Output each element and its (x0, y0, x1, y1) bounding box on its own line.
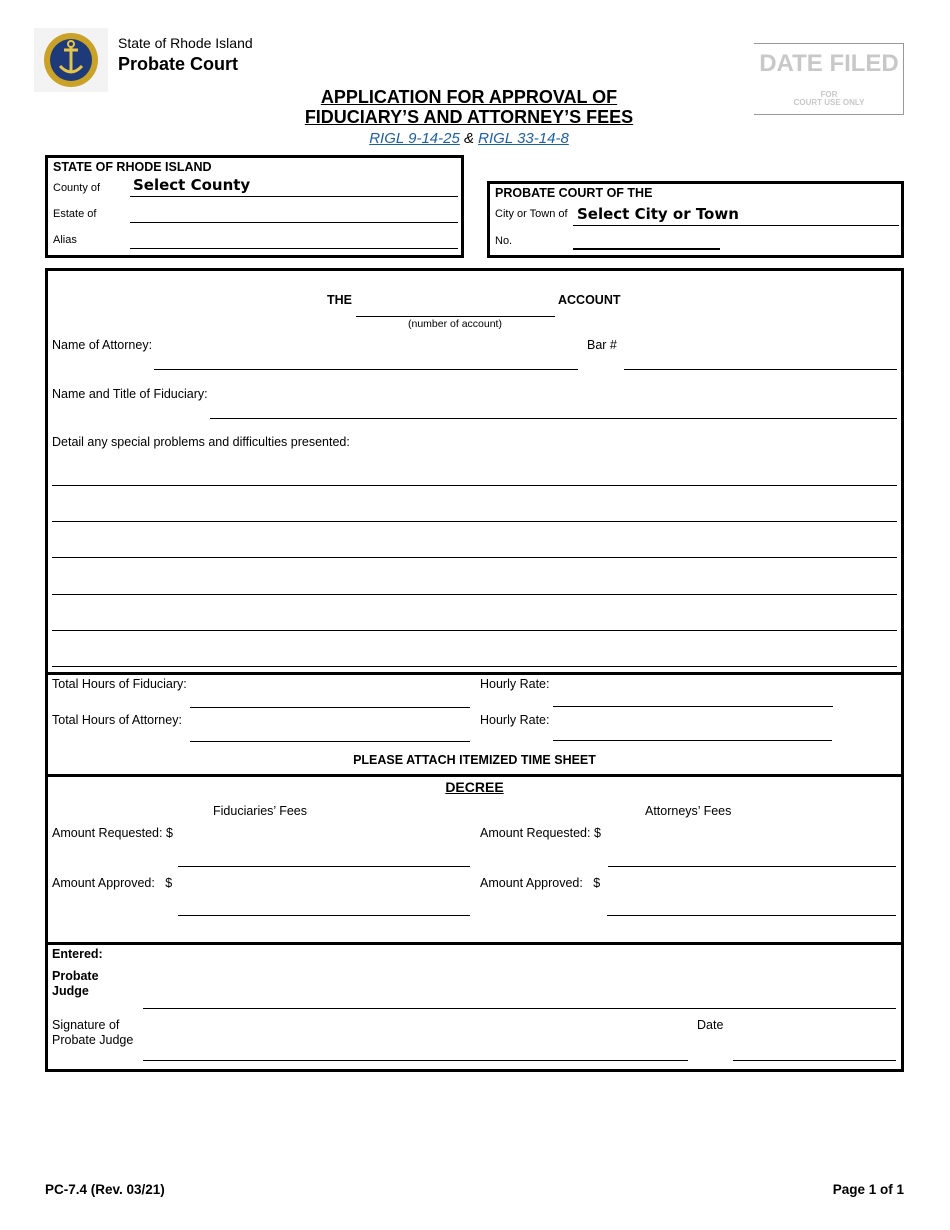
the-label: THE (327, 293, 352, 307)
decree-title: DECREE (445, 779, 504, 795)
state-heading: STATE OF RHODE ISLAND (53, 160, 212, 174)
attach-time-sheet-note: PLEASE ATTACH ITEMIZED TIME SHEET (353, 753, 596, 767)
form-title-line1: APPLICATION FOR APPROVAL OF (320, 87, 618, 107)
attorney-rate-field[interactable] (553, 740, 832, 741)
fid-amount-requested-field[interactable] (178, 866, 470, 867)
att-amount-requested-field[interactable] (608, 866, 896, 867)
date-filed-label: DATE FILED (759, 50, 899, 77)
state-name: State of Rhode Island (118, 35, 253, 51)
section-divider-decree (45, 774, 904, 777)
form-id: PC-7.4 (Rev. 03/21) (45, 1182, 165, 1197)
att-amount-approved-field[interactable] (607, 915, 896, 916)
special-problems-line-6[interactable] (52, 666, 897, 667)
fiduciary-hours-label: Total Hours of Fiduciary: (52, 677, 187, 691)
county-line (130, 196, 458, 197)
fid-amount-approved-label: Amount Approved: $ (52, 876, 173, 890)
attorney-hours-label: Total Hours of Attorney: (52, 713, 182, 727)
ampersand: & (463, 130, 474, 147)
special-problems-label: Detail any special problems and difficulties presented: (52, 435, 350, 449)
fiduciary-name-label: Name and Title of Fiduciary: (52, 387, 208, 401)
ri-state-seal-icon (32, 28, 110, 92)
city-select[interactable]: Select City or Town (577, 205, 739, 223)
case-no-label: No. (495, 235, 513, 247)
court-use-only-label: COURT USE ONLY (793, 98, 865, 107)
special-problems-line-1[interactable] (52, 485, 897, 486)
special-problems-line-4[interactable] (52, 594, 897, 595)
account-number-field[interactable] (356, 316, 555, 317)
bar-number-label: Bar # (587, 338, 617, 352)
attorney-rate-label: Hourly Rate: (480, 713, 550, 727)
rigl-9-14-25-link[interactable]: RIGL 9-14-25 (369, 130, 460, 147)
estate-label: Estate of (53, 208, 97, 220)
for-label: FOR (820, 90, 838, 99)
county-select[interactable]: Select County (133, 176, 251, 194)
alias-field[interactable] (130, 248, 458, 249)
special-problems-line-3[interactable] (52, 557, 897, 558)
entered-label: Entered: (52, 947, 103, 961)
judge-label: Judge (52, 984, 89, 998)
special-problems-line-2[interactable] (52, 521, 897, 522)
att-amount-requested-label: Amount Requested: $ (480, 826, 601, 840)
county-label: County of (53, 182, 101, 194)
signature-judge-label: Probate Judge (52, 1033, 134, 1047)
rigl-33-14-8-link[interactable]: RIGL 33-14-8 (478, 130, 569, 147)
special-problems-line-5[interactable] (52, 630, 897, 631)
form-title-line2: FIDUCIARY’S AND ATTORNEY’S FEES (304, 107, 634, 127)
alias-label: Alias (53, 234, 77, 246)
section-divider-hours (45, 672, 904, 675)
account-number-hint: (number of account) (408, 318, 502, 330)
att-amount-approved-label: Amount Approved: $ (480, 876, 601, 890)
attorney-name-field[interactable] (154, 369, 578, 370)
attorneys-fees-heading: Attorneys’ Fees (645, 804, 732, 818)
section-divider-entered (45, 942, 904, 945)
court-name: Probate Court (118, 54, 239, 74)
signature-field[interactable] (143, 1060, 688, 1061)
fiduciary-rate-label: Hourly Rate: (480, 677, 550, 691)
probate-court-heading: PROBATE COURT OF THE (495, 186, 653, 200)
fid-amount-approved-field[interactable] (178, 915, 470, 916)
bar-number-field[interactable] (624, 369, 897, 370)
page-number: Page 1 of 1 (832, 1182, 904, 1197)
case-no-field[interactable] (573, 248, 720, 250)
fiduciary-rate-field[interactable] (553, 706, 833, 707)
fiduciaries-fees-heading: Fiduciaries’ Fees (213, 804, 308, 818)
date-label: Date (697, 1018, 724, 1032)
fiduciary-hours-field[interactable] (190, 707, 470, 708)
city-line (573, 225, 899, 226)
probate-label: Probate (52, 969, 99, 983)
fiduciary-name-field[interactable] (210, 418, 897, 419)
attorney-name-label: Name of Attorney: (52, 338, 153, 352)
statute-links (0, 130, 938, 147)
account-label: ACCOUNT (558, 293, 621, 307)
estate-field[interactable] (130, 222, 458, 223)
attorney-hours-field[interactable] (190, 741, 470, 742)
city-label: City or Town of (495, 208, 568, 220)
date-field[interactable] (733, 1060, 896, 1061)
probate-judge-field[interactable] (143, 1008, 896, 1009)
fid-amount-requested-label: Amount Requested: $ (52, 826, 173, 840)
signature-of-label: Signature of (52, 1018, 120, 1032)
